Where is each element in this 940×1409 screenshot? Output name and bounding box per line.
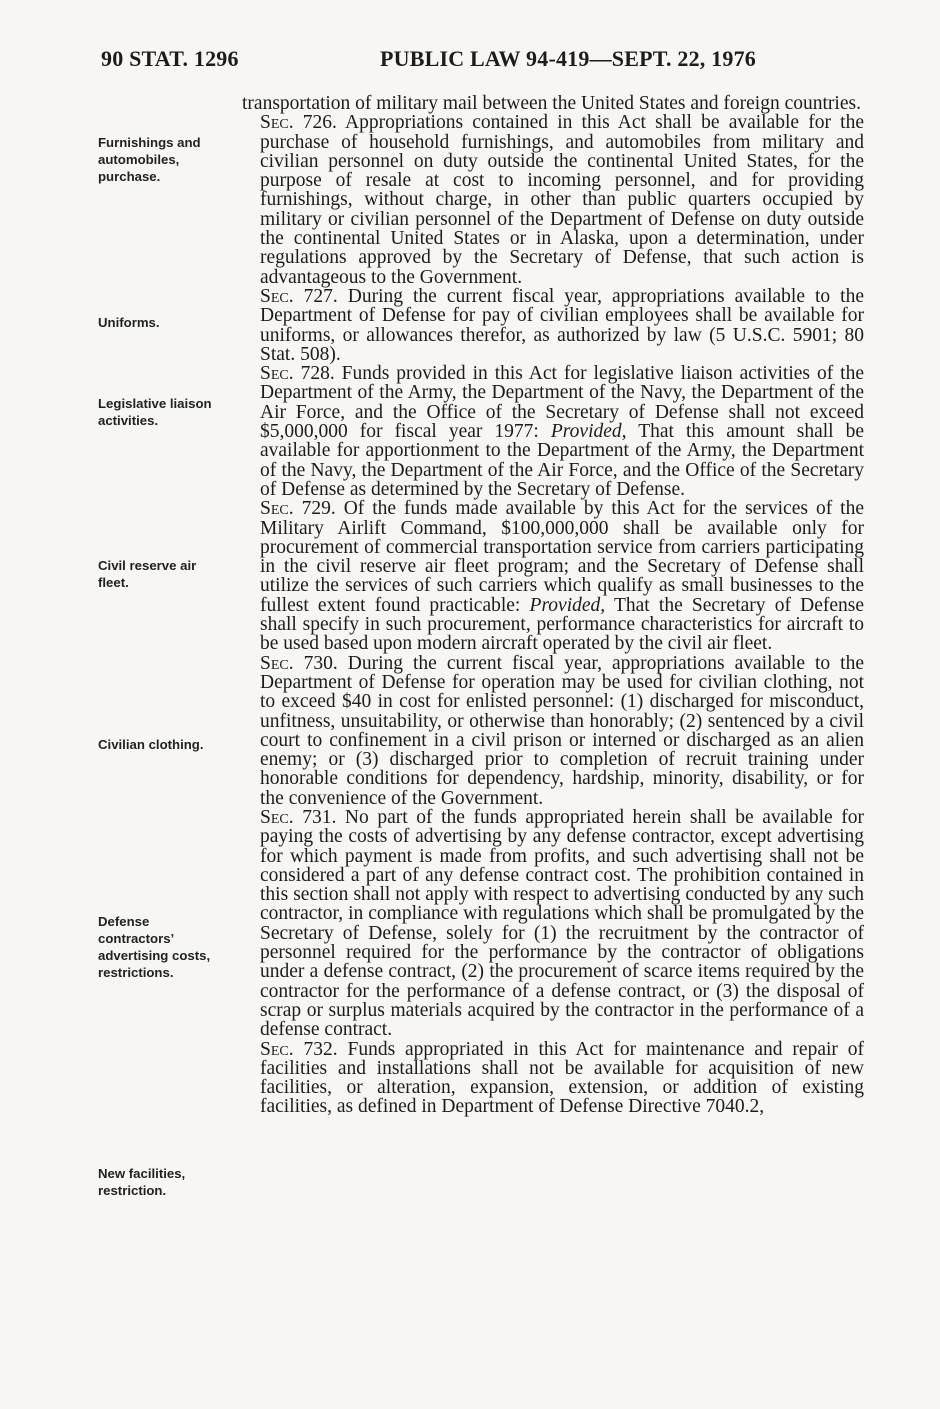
margin-note-new-facilities: New facilities, restriction. bbox=[98, 1166, 186, 1198]
section-number: Sec. 732. bbox=[260, 1038, 338, 1060]
section-number: Sec. 729. bbox=[260, 498, 336, 520]
section-728: Sec. 728. Funds provided in this Act for legislative liaison activities of the Department of the Army, the Department of the Navy, the Department of the Air Force, and the Office of the Secretary of Defense shall not exceed $5,000,000 for fiscal year 1977: Provided, That this amount shall be available for apportionment to the Department of the Army, the Department of the Navy, the Department of the Air Force, and the Office of the Secretary of Defense as determined by the Secretary of Defense. bbox=[260, 363, 865, 500]
margin-note-civil-reserve-air-fleet: Civil reserve air fleet. bbox=[98, 558, 197, 590]
margin-note-legislative-liaison: Legislative liaison activities. bbox=[98, 396, 212, 428]
section-number: Sec. 728. bbox=[260, 363, 335, 385]
section-number: Sec. 726. bbox=[260, 112, 337, 134]
margin-note-uniforms: Uniforms. bbox=[98, 315, 160, 330]
section-number: Sec. 727. bbox=[260, 285, 338, 307]
section-number: Sec. 730. bbox=[260, 652, 338, 674]
paragraph-continuation: transportation of military mail between the United States and foreign countries. bbox=[242, 93, 861, 114]
running-header: PUBLIC LAW 94-419—SEPT. 22, 1976 bbox=[380, 46, 756, 71]
section-number: Sec. 731. bbox=[260, 806, 337, 828]
margin-note-furnishings: Furnishings and automobiles, purchase. bbox=[98, 135, 201, 184]
section-731: Sec. 731. No part of the funds appropriated herein shall be available for paying the costs of advertising by any defense contractor, except advertising for which payment is made from profits, and such advertising shall not be considered a part of any defense contract cost. The prohibition contained in this section shall not apply with respect to advertising conducted by any such contractor, in compliance with regulations which shall be promulgated by the Secretary of Defense, solely for (1) the recruitment by the contractor of personnel required for the performance by the contractor of obligations under a defense contract, (2) the procurement of scarce items required by the contractor for the performance of a defense contract, or (3) the disposal of scrap or surplus materials acquired by the contractor in the performance of a defense contract. bbox=[260, 806, 864, 1041]
body-text bbox=[242, 94, 864, 1117]
section-726: Sec. 726. Appropriations contained in this Act shall be available for the purchase of household furnishings, and automobiles from military and civilian personnel on duty outside the continental United States, for the purpose of resale at cost to incoming personnel, and for providing furnishings, without charge, in other than public quarters occupied by military or civilian personnel of the Department of Defense on duty outside the continental United States or in Alaska, upon a determination, under regulations approved by the Secretary of Defense, that such action is advantageous to the Government. bbox=[260, 112, 864, 288]
page-stat-number: 90 STAT. 1296 bbox=[101, 46, 239, 71]
section-727: Sec. 727. During the current fiscal year, appropriations available to the Department of Defense for pay of civilian employees shall be available for uniforms, or allowances therefor, as authorized by law (5 U.S.C. 5901; 80 Stat. 508). bbox=[260, 285, 864, 365]
margin-note-advertising: Defense contractors’ advertising costs, restrictions. bbox=[98, 914, 211, 980]
section-729: Sec. 729. Of the funds made available by this Act for the services of the Military Airlift Command, $100,000,000 shall be available only for procurement of commercial transportation service from carriers participating in the civil reserve air fleet program; and the Secretary of Defense shall utilize the services of such carriers which qualify as small businesses to the fullest extent found practicable: Provided, That the Secretary of Defense shall specify in such procurement, performance characteristics for aircraft to be used based upon modern aircraft operated by the civil air fleet. bbox=[260, 498, 864, 655]
section-732: Sec. 732. Funds appropriated in this Act for maintenance and repair of facilities and installations shall not be available for acquisition of new facilities, or alteration, expansion, extension, or addition of existing facilities, as defined in Department of Defense Directive 7040.2, bbox=[260, 1038, 864, 1118]
section-730: Sec. 730. During the current fiscal year, appropriations available to the Department of Defense for operation may be used for civilian clothing, not to exceed $40 in cost for enlisted personnel: (1) discharged for misconduct, unfitness, unsuitability, or otherwise than honorably; (2) sentenced by a civil court to confinement in a civil prison or interned or discharged as an alien enemy; or (3) discharged prior to completion of recruit training under honorable conditions for dependency, hardship, minority, disability, or for the convenience of the Government. bbox=[260, 652, 864, 809]
margin-note-civilian-clothing: Civilian clothing. bbox=[98, 737, 204, 752]
